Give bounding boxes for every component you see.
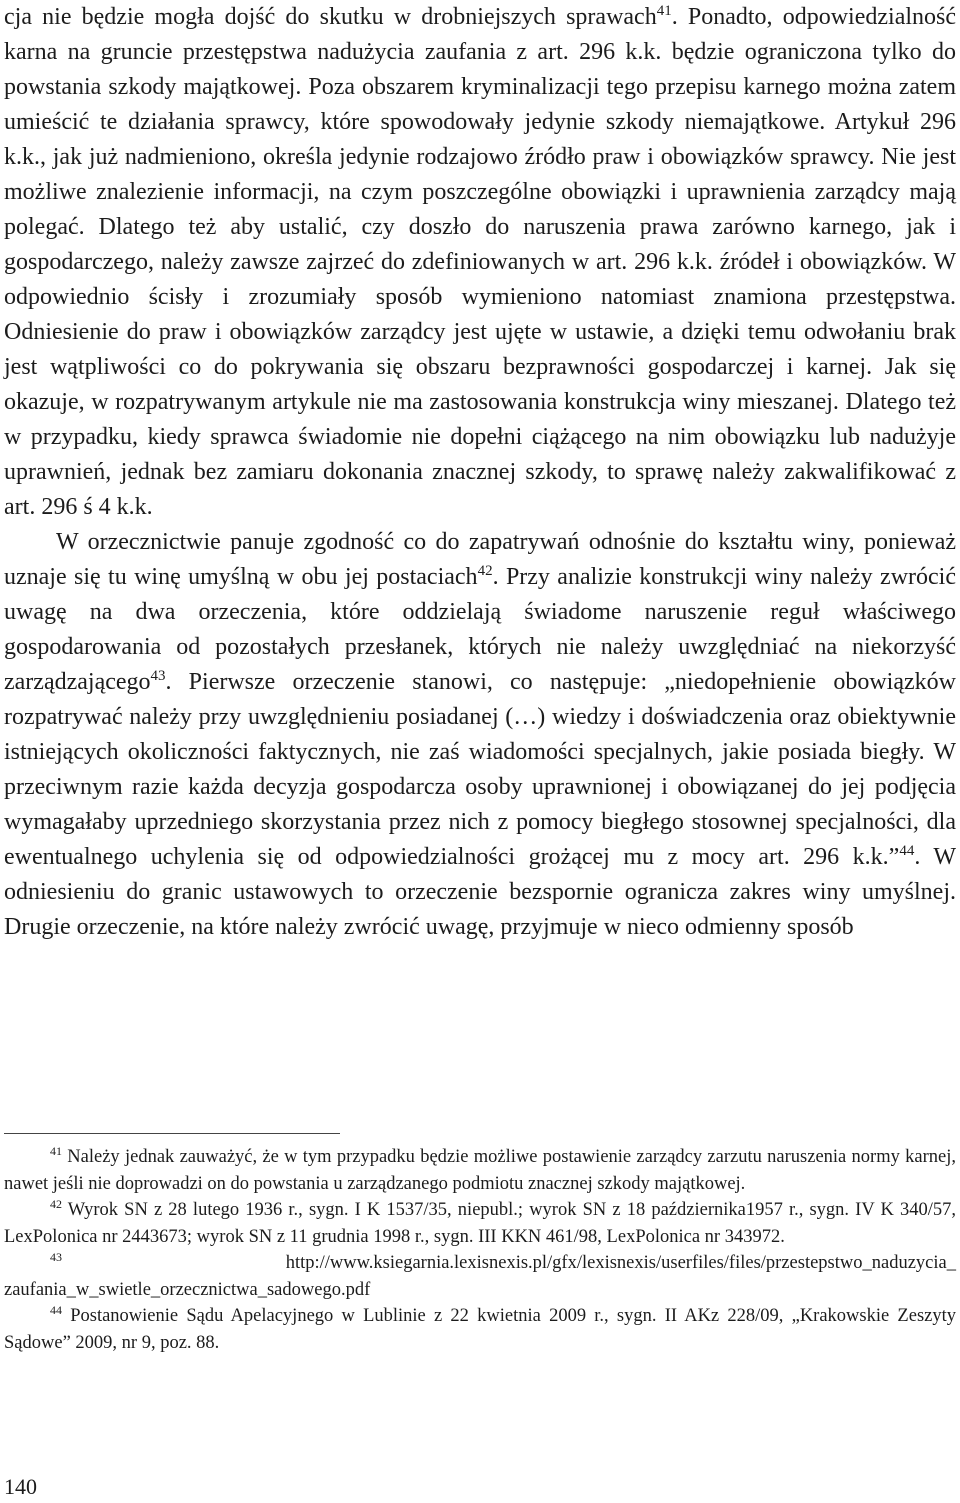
footnote-separator [4, 1133, 340, 1134]
paragraph-1-text-a: cja nie będzie mogła dojść do skutku w drobniejszych sprawach [4, 4, 657, 30]
footnote-44 [4, 1303, 956, 1356]
paragraph-2-text-c: . Pierwsze orzeczenie stanowi, co następuje: „niedopełnienie obowiązków rozpatrywać należy przy uwzględnieniu posiadanej (…) wiedzy i doświadczenia oraz obiektywnie istniejących okoliczności faktycznych, nie zaś wiadomości specjalnych, jakie posiada biegły. W przeciwnym razie każda decyzja gospodarcza osoby uprawnionej i obowiązanej do jej podjęcia wymagałaby uprzedniego skorzystania przez nich z pomocy biegłego stosownej specjalności, dla ewentualnego uchylenia się od odpowiedzialności grożącej mu z mocy art. 296 k.k.” [4, 669, 956, 870]
paragraph-2 [4, 525, 956, 945]
page-number: 140 [4, 1474, 37, 1499]
paragraph-1 [4, 0, 956, 525]
footnotes [4, 1144, 956, 1356]
footnote-42 [4, 1197, 956, 1250]
footnote-number: 43 [50, 1249, 62, 1264]
footnote-text: Należy jednak zauważyć, że w tym przypadku będzie możliwe postawienie zarządcy zarzutu naruszenia normy karnej, nawet jeśli nie doprowadzi on do powstania u zarządzanego podmiotu znacznej szkody majątkowej. [4, 1147, 956, 1194]
footnote-text: Wyrok SN z 28 lutego 1936 r., sygn. I K 1537/35, niepubl.; wyrok SN z 18 października1957 r., sygn. IV K 340/57, LexPolonica nr 2443673; wyrok SN z 11 grudnia 1998 r., sygn. III KKN 461/98, LexPolonica nr 343972. [4, 1200, 956, 1247]
footnote-ref-41[interactable]: 41 [656, 3, 672, 19]
footnote-ref-44[interactable]: 44 [899, 843, 915, 859]
footnote-link[interactable]: http://www.ksiegarnia.lexisnexis.pl/gfx/lexisnexis/userfiles/files/przestepstwo_naduzycia_ zaufania_w_swietle_orzecznictwa_sadowego.pdf [4, 1253, 956, 1300]
paragraph-2-text-a: W orzecznictwie panuje zgodność co do zapatrywań odnośnie do kształtu winy, ponieważ uznaje się tu winę umyślną w obu jej postaciach [4, 529, 956, 590]
footnote-number: 41 [50, 1143, 62, 1158]
paragraph-2-text-d: . W odniesieniu do granic ustawowych to orzeczenie bezspornie ogranicza zakres winy umyślnej. Drugie orzeczenie, na które należy zwrócić uwagę, przyjmuje w nieco odmienny sposób [4, 844, 957, 940]
footnote-ref-43[interactable]: 43 [150, 668, 166, 684]
footnote-ref-42[interactable]: 42 [477, 563, 493, 579]
body-text [4, 0, 956, 945]
paragraph-1-text-b: . Ponadto, odpowiedzialność karna na gruncie przestępstwa nadużycia zaufania z art. 296 k.k. będzie ograniczona tylko do powstania szkody majątkowej. Poza obszarem kryminalizacji tego przepisu karnego można zatem umieścić te działania sprawcy, które spowodowały jedynie szkody niemajątkowe. Artykuł 296 k.k., jak już nadmieniono, określa jedynie rodzajowo źródło praw i obowiązków sprawcy. Nie jest możliwe znalezienie informacji, na czym poszczególne obowiązki i uprawnienia zarządcy mają polegać. Dlatego też aby ustalić, czy doszło do naruszenia prawa zarówno karnego, jak i gospodarczego, należy zawsze zajrzeć do zdefiniowanych w art. 296 k.k. źródeł i obowiązków. W odpowiednio ścisły i zrozumiały sposób wymieniono natomiast znamiona przestępstwa. Odniesienie do praw i obowiązków zarządcy jest ujęte w ustawie, a dzięki temu odwołaniu brak jest wątpliwości co do pokrywania się obszaru bezprawności gospodarczej i karnej. Jak się okazuje, w rozpatrywanym artykule nie ma zastosowania konstrukcja winy mieszanej. Dlatego też w przypadku, kiedy sprawca świadomie nie dopełni ciążącego na nim obowiązku lub nadużyje uprawnień, jednak bez zamiaru dokonania znacznej szkody, to sprawę należy zakwalifikować z art. 296 ś 4 k.k. [4, 4, 956, 520]
footnote-text: Postanowienie Sądu Apelacyjnego w Lublinie z 22 kwietnia 2009 r., sygn. II AKz 228/09, „Krakowskie Zeszyty Sądowe” 2009, nr 9, poz. 88. [4, 1306, 956, 1353]
footnote-number: 42 [50, 1196, 62, 1211]
footnote-41 [4, 1144, 956, 1197]
paragraph-2-text-b: . Przy analizie konstrukcji winy należy zwrócić uwagę na dwa orzeczenia, które oddzielają świadome naruszenie reguł właściwego gospodarowania od pozostałych przesłanek, których nie należy uwzględniać na niekorzyść zarządzającego [4, 564, 956, 695]
footnote-number: 44 [50, 1302, 62, 1317]
footnote-43 [4, 1250, 956, 1303]
